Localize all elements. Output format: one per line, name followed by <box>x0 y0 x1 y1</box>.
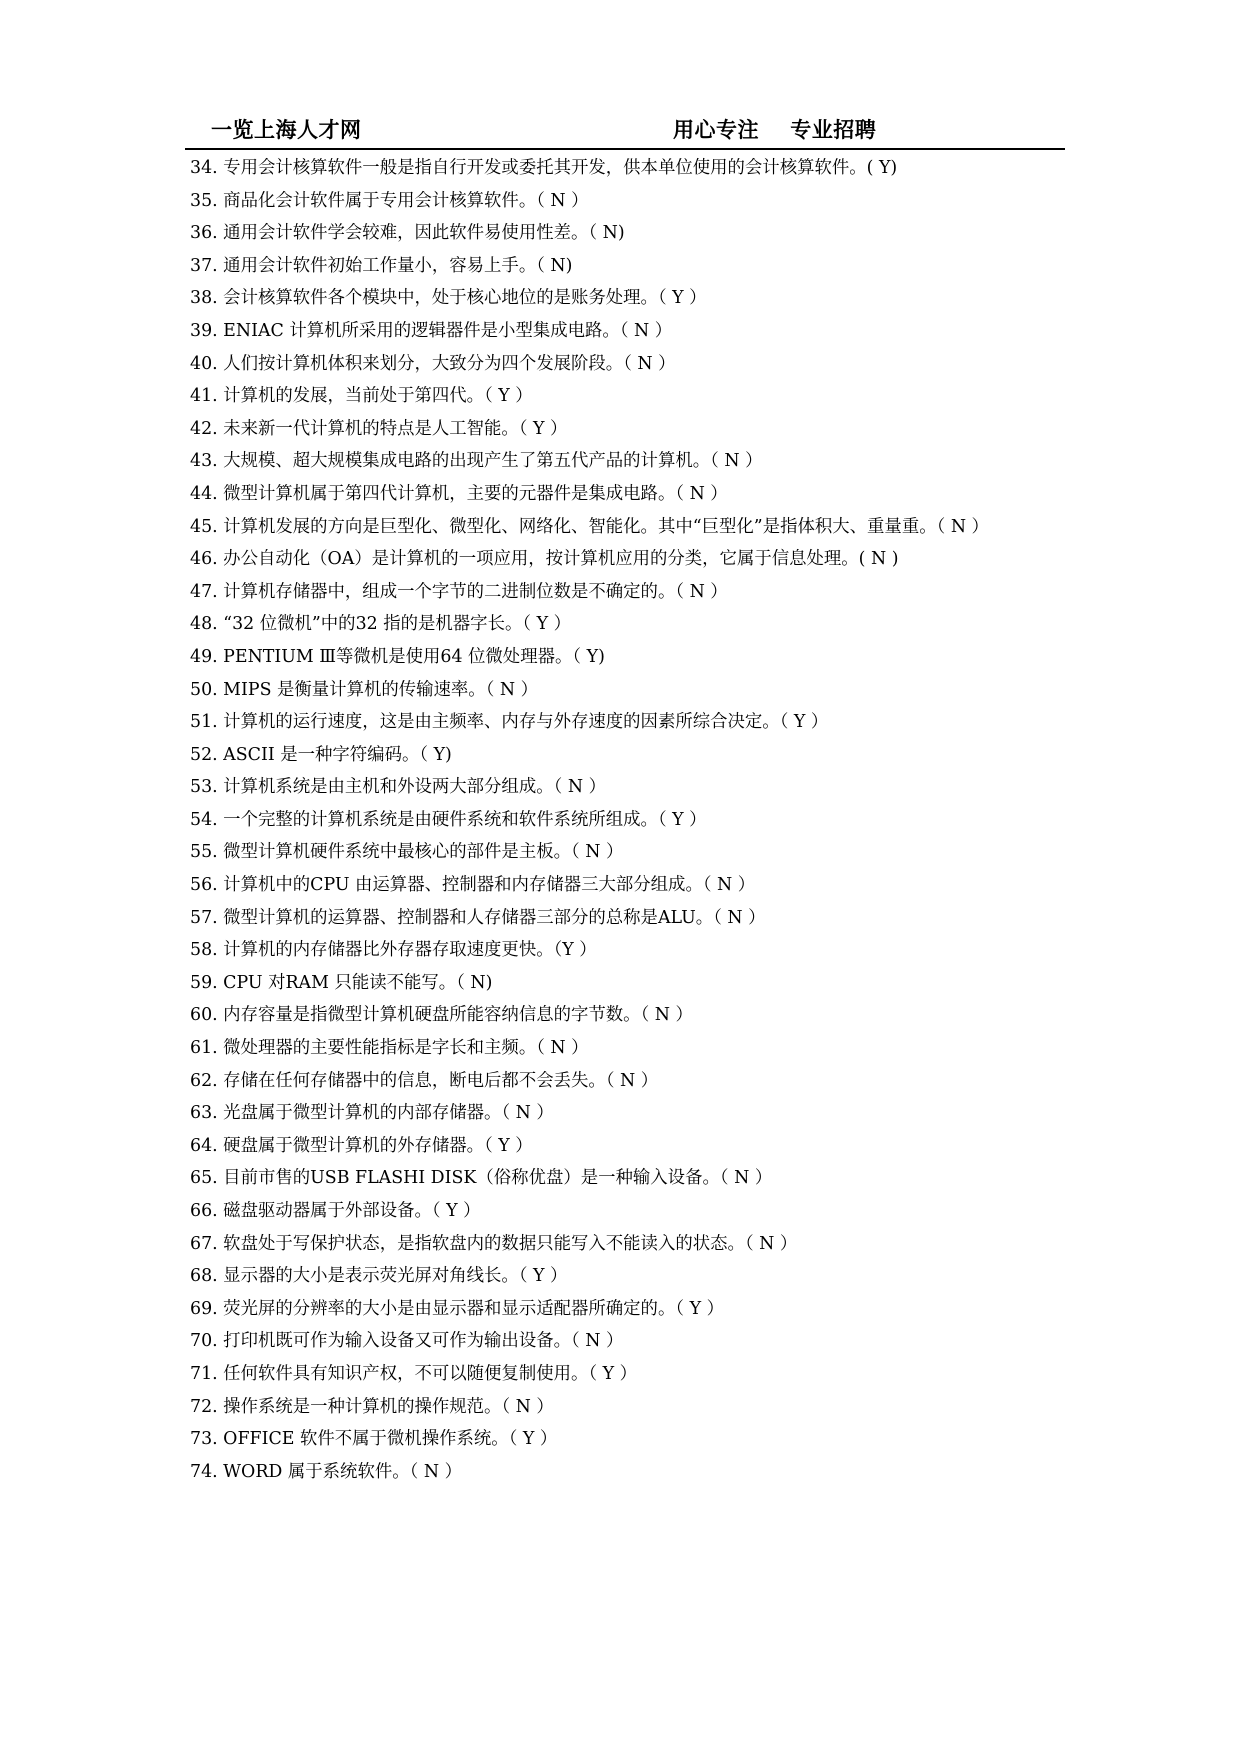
list-item: 73. OFFICE 软件不属于微机操作系统。（ Y ） <box>190 1429 558 1450</box>
list-item: 67. 软盘处于写保护状态，是指软盘内的数据只能写入不能读入的状态。（ N ） <box>190 1233 798 1254</box>
list-item: 64. 硬盘属于微型计算机的外存储器。（ Y ） <box>190 1135 533 1156</box>
list-item: 57. 微型计算机的运算器、控制器和人存储器三部分的总称是ALU。（ N ） <box>190 907 766 928</box>
list-item: 44. 微型计算机属于第四代计算机，主要的元器件是集成电路。（ N ） <box>190 483 728 504</box>
list-item: 35. 商品化会计软件属于专用会计核算软件。（ N ） <box>190 190 589 211</box>
list-item: 38. 会计核算软件各个模块中，处于核心地位的是账务处理。（ Y ） <box>190 288 707 309</box>
list-item: 52. ASCII 是一种字符编码。（ Y) <box>190 744 452 765</box>
list-item: 63. 光盘属于微型计算机的内部存储器。（ N ） <box>190 1103 554 1124</box>
list-item: 40. 人们按计算机体积来划分，大致分为四个发展阶段。（ N ） <box>190 353 676 374</box>
list-item: 43. 大规模、超大规模集成电路的出现产生了第五代产品的计算机。（ N ） <box>190 451 763 472</box>
list-item: 70. 打印机既可作为输入设备又可作为输出设备。（ N ） <box>190 1331 624 1352</box>
list-item: 34. 专用会计核算软件一般是指自行开发或委托其开发，供本单位使用的会计核算软件。( Y) <box>190 158 898 178</box>
site-name: 一览上海人才网 <box>211 118 362 142</box>
list-item: 71. 任何软件具有知识产权，不可以随便复制使用。（ Y ） <box>190 1363 638 1384</box>
list-item: 42. 未来新一代计算机的特点是人工智能。（ Y ） <box>190 418 568 439</box>
header-slogan: 用心专注 专业招聘 <box>673 118 877 142</box>
list-item: 48. “32 位微机”中的32 指的是机器字长。（ Y ） <box>190 614 571 635</box>
list-item: 65. 目前市售的USB FLASHI DISK（俗称优盘）是一种输入设备。（ N ） <box>190 1168 773 1189</box>
list-item: 41. 计算机的发展，当前处于第四代。（ Y ） <box>190 386 533 407</box>
list-item: 58. 计算机的内存储器比外存器存取速度更快。（Y ） <box>190 940 597 961</box>
list-item: 51. 计算机的运行速度，这是由主频率、内存与外存速度的因素所综合决定。（ Y ） <box>190 712 829 733</box>
list-item: 56. 计算机中的CPU 由运算器、控制器和内存储器三大部分组成。（ N ） <box>190 875 756 896</box>
list-item: 55. 微型计算机硬件系统中最核心的部件是主板。（ N ） <box>190 842 624 863</box>
list-item: 61. 微处理器的主要性能指标是字长和主频。（ N ） <box>190 1038 589 1059</box>
list-item: 72. 操作系统是一种计算机的操作规范。（ N ） <box>190 1396 554 1417</box>
list-item: 54. 一个完整的计算机系统是由硬件系统和软件系统所组成。（ Y ） <box>190 809 707 830</box>
list-item: 50. MIPS 是衡量计算机的传输速率。（ N ） <box>190 679 539 700</box>
list-item: 45. 计算机发展的方向是巨型化、微型化、网络化、智能化。其中“巨型化”是指体积大、重量重。（ N ） <box>190 516 989 537</box>
list-item: 60. 内存容量是指微型计算机硬盘所能容纳信息的字节数。（ N ） <box>190 1005 693 1026</box>
list-item: 53. 计算机系统是由主机和外设两大部分组成。（ N ） <box>190 777 606 798</box>
list-item: 66. 磁盘驱动器属于外部设备。（ Y ） <box>190 1201 481 1221</box>
list-item: 59. CPU 对RAM 只能读不能写。（ N) <box>190 972 493 993</box>
list-item: 74. WORD 属于系统软件。（ N ） <box>190 1461 462 1482</box>
list-item: 62. 存储在任何存储器中的信息，断电后都不会丢失。（ N ） <box>190 1070 659 1091</box>
list-item: 49. PENTIUM Ⅲ等微机是使用64 位微处理器。（ Y) <box>190 646 605 667</box>
question-list <box>190 152 1070 1488</box>
list-item: 36. 通用会计软件学会较难，因此软件易使用性差。（ N) <box>190 223 625 244</box>
list-item: 69. 荧光屏的分辨率的大小是由显示器和显示适配器所确定的。（ Y ） <box>190 1298 724 1319</box>
list-item: 47. 计算机存储器中，组成一个字节的二进制位数是不确定的。（ N ） <box>190 581 728 602</box>
list-item: 68. 显示器的大小是表示荧光屏对角线长。（ Y ） <box>190 1266 568 1287</box>
list-item: 37. 通用会计软件初始工作量小，容易上手。（ N) <box>190 255 573 276</box>
page-header <box>185 108 1065 150</box>
list-item: 46. 办公自动化（OA）是计算机的一项应用，按计算机应用的分类，它属于信息处理。( N ) <box>190 549 899 570</box>
list-item: 39. ENIAC 计算机所采用的逻辑器件是小型集成电路。（ N ） <box>190 320 673 341</box>
